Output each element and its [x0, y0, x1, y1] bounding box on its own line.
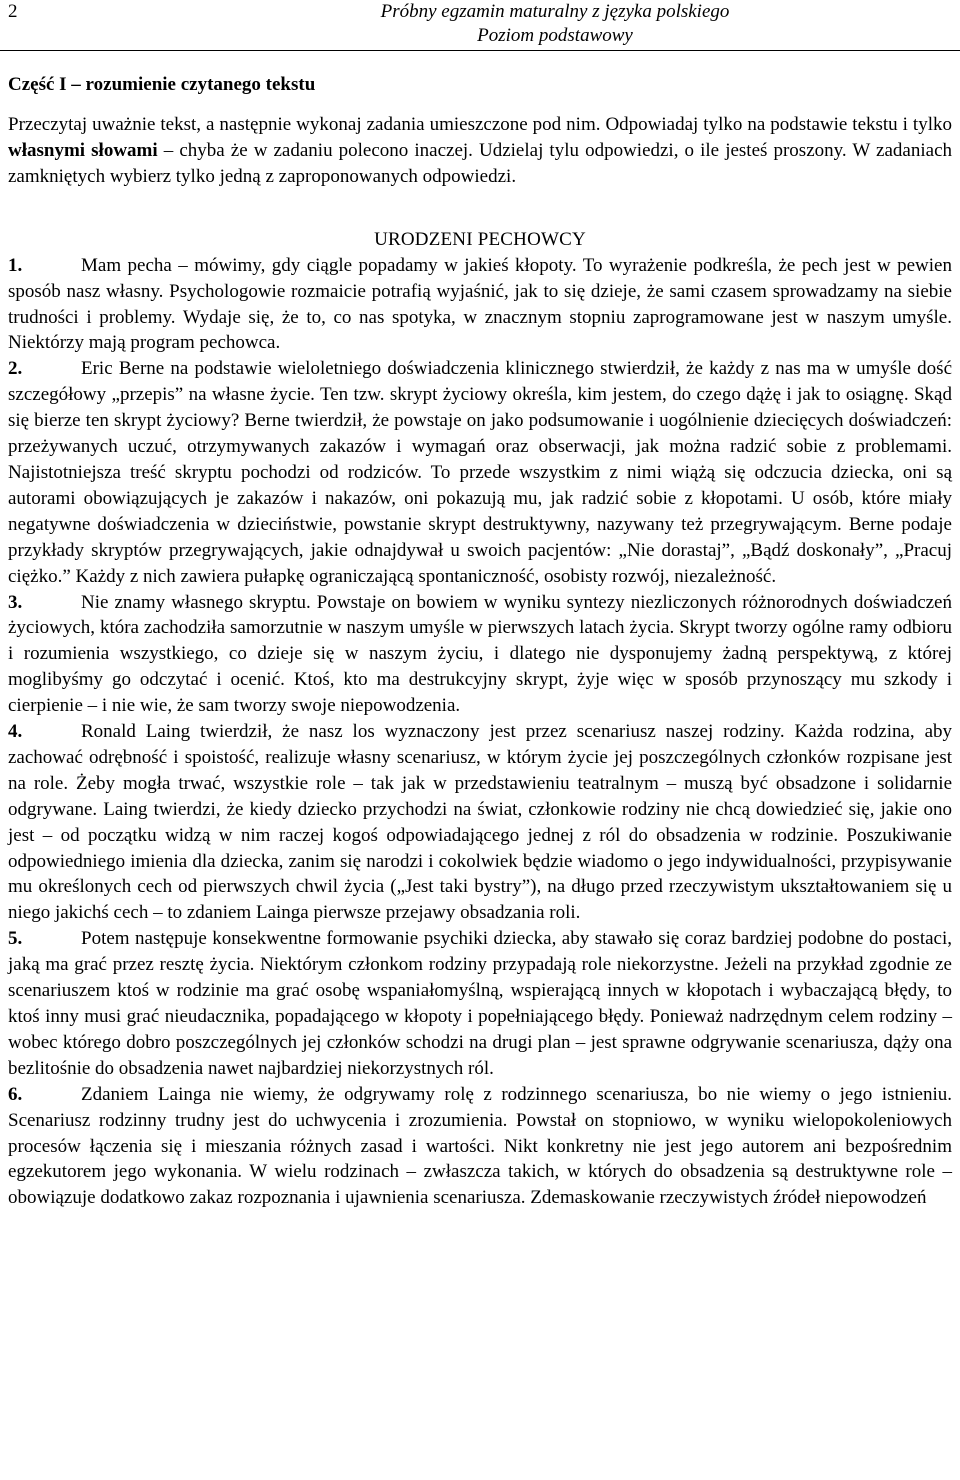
paragraph-text: Eric Berne na podstawie wieloletniego doświadczenia klinicznego stwierdził, że każdy z nas ma w umyśle dość szczegółowy „przepis” na własne życie. Ten tzw. skrypt życiowy określa, kim jestem, do czego dążę i jak to osiągnę. Skąd się bierze ten skrypt życiowy? Berne twierdził, że powstaje on jako podsumowanie i uogólnienie dziecięcych doświadczeń: przeżywanych uczuć, otrzymywanych zakazów i wymagań oraz obserwacji, jak można radzić sobie z problemami. Najistotniejsza treść skryptu pochodzi od rodziców. To przede wszystkim z nimi wiążą się odczucia dziecka, oni są autorami obowiązujących je zakazów i nakazów, oni pokazują mu, jak radzić sobie z kłopotami. U osób, które miały negatywne doświadczenia w dzieciństwie, powstanie skrypt destruktywny, nazywany też przegrywającym. Berne podaje przykłady skryptów przegrywających, jakie odnajdywał u swoich pacjentów: „Nie dorastaj”, „Bądź doskonały”, „Pracuj ciężko.” Każdy z nich zawiera pułapkę ograniczającą spontaniczność, osobisty rozwój, niezależność.	[8, 358, 952, 587]
paragraph-number: 1.	[8, 254, 23, 276]
paragraph-2	[8, 356, 952, 589]
page-number: 2	[8, 1, 18, 22]
paragraph-text: Zdaniem Lainga nie wiemy, że odgrywamy rolę z rodzinnego scenariusza, bo nie wiemy o jego istnieniu. Scenariusz rodzinny trudny jest do uchwycenia i zrozumienia. Powstał on stopniowo, w wyniku wielopokoleniowych procesów łączenia się i mieszania różnych zasad i wartości. Nikt konkretny nie jest jego autorem ani bezpośrednim egzekutorem jego wykonania. W wielu rodzinach – zwłaszcza takich, w których do obsadzenia są destruktywne role – obowiązuje dodatkowo zakaz rozpoznania i ujawnienia scenariusza. Zdemaskowanie rzeczywistych źródeł niepowodzeń	[8, 1083, 952, 1209]
paragraph-number: 4.	[8, 721, 23, 743]
paragraph-number: 6.	[8, 1083, 23, 1105]
paragraph-1	[8, 253, 952, 357]
article-title: URODZENI PECHOWCY	[374, 228, 586, 250]
paragraph-text: Mam pecha – mówimy, gdy ciągle popadamy w jakieś kłopoty. To wyrażenie podkreśla, że pech jest w pewien sposób nasz własny. Psychologowie rozmaicie potrafią wyjaśnić, jak to się dzieje, że sami czasem sprowadzamy na siebie trudności i problemy. Wydaje się, że to, co nas spotyka, w znacznym stopniu zaprogramowane jest w naszym umyśle. Niektórzy mają program pechowca.	[8, 254, 952, 354]
paragraph-3	[8, 590, 952, 720]
header-subtitle: Poziom podstawowy	[477, 25, 633, 46]
paragraph-number: 2.	[8, 358, 23, 380]
instructions-text-2: – chyba że w zadaniu polecono inaczej. Udzielaj tylu odpowiedzi, o ile jesteś proszony. W zadaniach zamkniętych wybierz tylko jedną z zaproponowanych odpowiedzi.	[8, 139, 952, 187]
paragraph-number: 3.	[8, 591, 23, 613]
section-title: Część I – rozumienie czytanego tekstu	[8, 74, 316, 95]
paragraph-4	[8, 719, 952, 926]
paragraph-text: Ronald Laing twierdził, że nasz los wyznaczony jest przez scenariusz naszej rodziny. Każda rodzina, aby zachować odrębność i spoistość, realizuje własny scenariusz, w którym życie jej poszczególnych członków rozpisane jest na role. Żeby mogła trwać, wszystkie role – tak jak w przedstawieniu teatralnym – muszą być obsadzone i solidarnie odgrywane. Laing twierdzi, że kiedy dziecko przychodzi na świat, członkowie rodziny nie chcą dowiedzieć się, jakie ono jest – od początku widzą w nim raczej kogoś odpowiadającego jednej z ról do obsadzenia w rodzinie. Poszukiwanie odpowiedniego imienia dla dziecka, zanim się narodzi i cokolwiek będzie wiadomo o jego indywidualności, przypisywanie mu określonych cech od pierwszych chwil życia („Jest taki bystry”), na długo przed rzeczywistym ukształtowaniem się u niego jakichś cech – to zdaniem Lainga pierwsze przejawy obsadzania roli.	[8, 721, 952, 924]
paragraph-number: 5.	[8, 928, 23, 950]
instructions	[8, 112, 952, 190]
instructions-text-1: Przeczytaj uważnie tekst, a następnie wykonaj zadania umieszczone pod nim. Odpowiadaj tylko na podstawie tekstu i tylko	[8, 114, 952, 135]
paragraph-text: Nie znamy własnego skryptu. Powstaje on bowiem w wyniku syntezy niezliczonych różnorodnych doświadczeń życiowych, która zachodziła samorzutnie w naszym umyśle w pierwszych latach życia. Skrypt tworzy ogólne ramy odbioru i rozumienia wszystkiego, co dzieje się w naszym życiu, i dlatego nie dysponujemy żadną perspektywą, z której moglibyśmy go odczytać i ocenić. Ktoś, kto ma destrukcyjny skrypt, żyje więc w sposób przynoszący mu szkody i cierpienie – i nie wie, że sam tworzy swoje niepowodzenia.	[8, 591, 952, 717]
paragraph-5	[8, 926, 952, 1081]
instructions-bold: własnymi słowami	[8, 139, 158, 161]
header-divider	[0, 50, 960, 51]
page-content	[8, 68, 952, 1211]
header-title: Próbny egzamin maturalny z języka polskiego	[380, 1, 730, 22]
paragraph-6	[8, 1082, 952, 1212]
page-header	[0, 0, 960, 48]
paragraph-text: Potem następuje konsekwentne formowanie psychiki dziecka, aby stawało się coraz bardziej podobne do postaci, jaką ma grać przez resztę życia. Niektórym członkom rodziny przypadają role niekorzystne. Jeżeli na przykład zgodnie ze scenariuszem ktoś w rodzinie ma grać osobę wspaniałomyślną, wspierającą innych w kłopotach i wybaczającą błędy, to ktoś inny musi grać nieudacznika, popadającego w kłopoty i popełniającego błędy. Ponieważ nadrzędnym celem rodziny – wobec którego dobro poszczególnych jej członków schodzi na drugi plan – jest sprawne odgrywanie scenariusza, dąży ona bezlitośnie do obsadzenia nawet najbardziej niekorzystnych ról.	[8, 928, 952, 1079]
